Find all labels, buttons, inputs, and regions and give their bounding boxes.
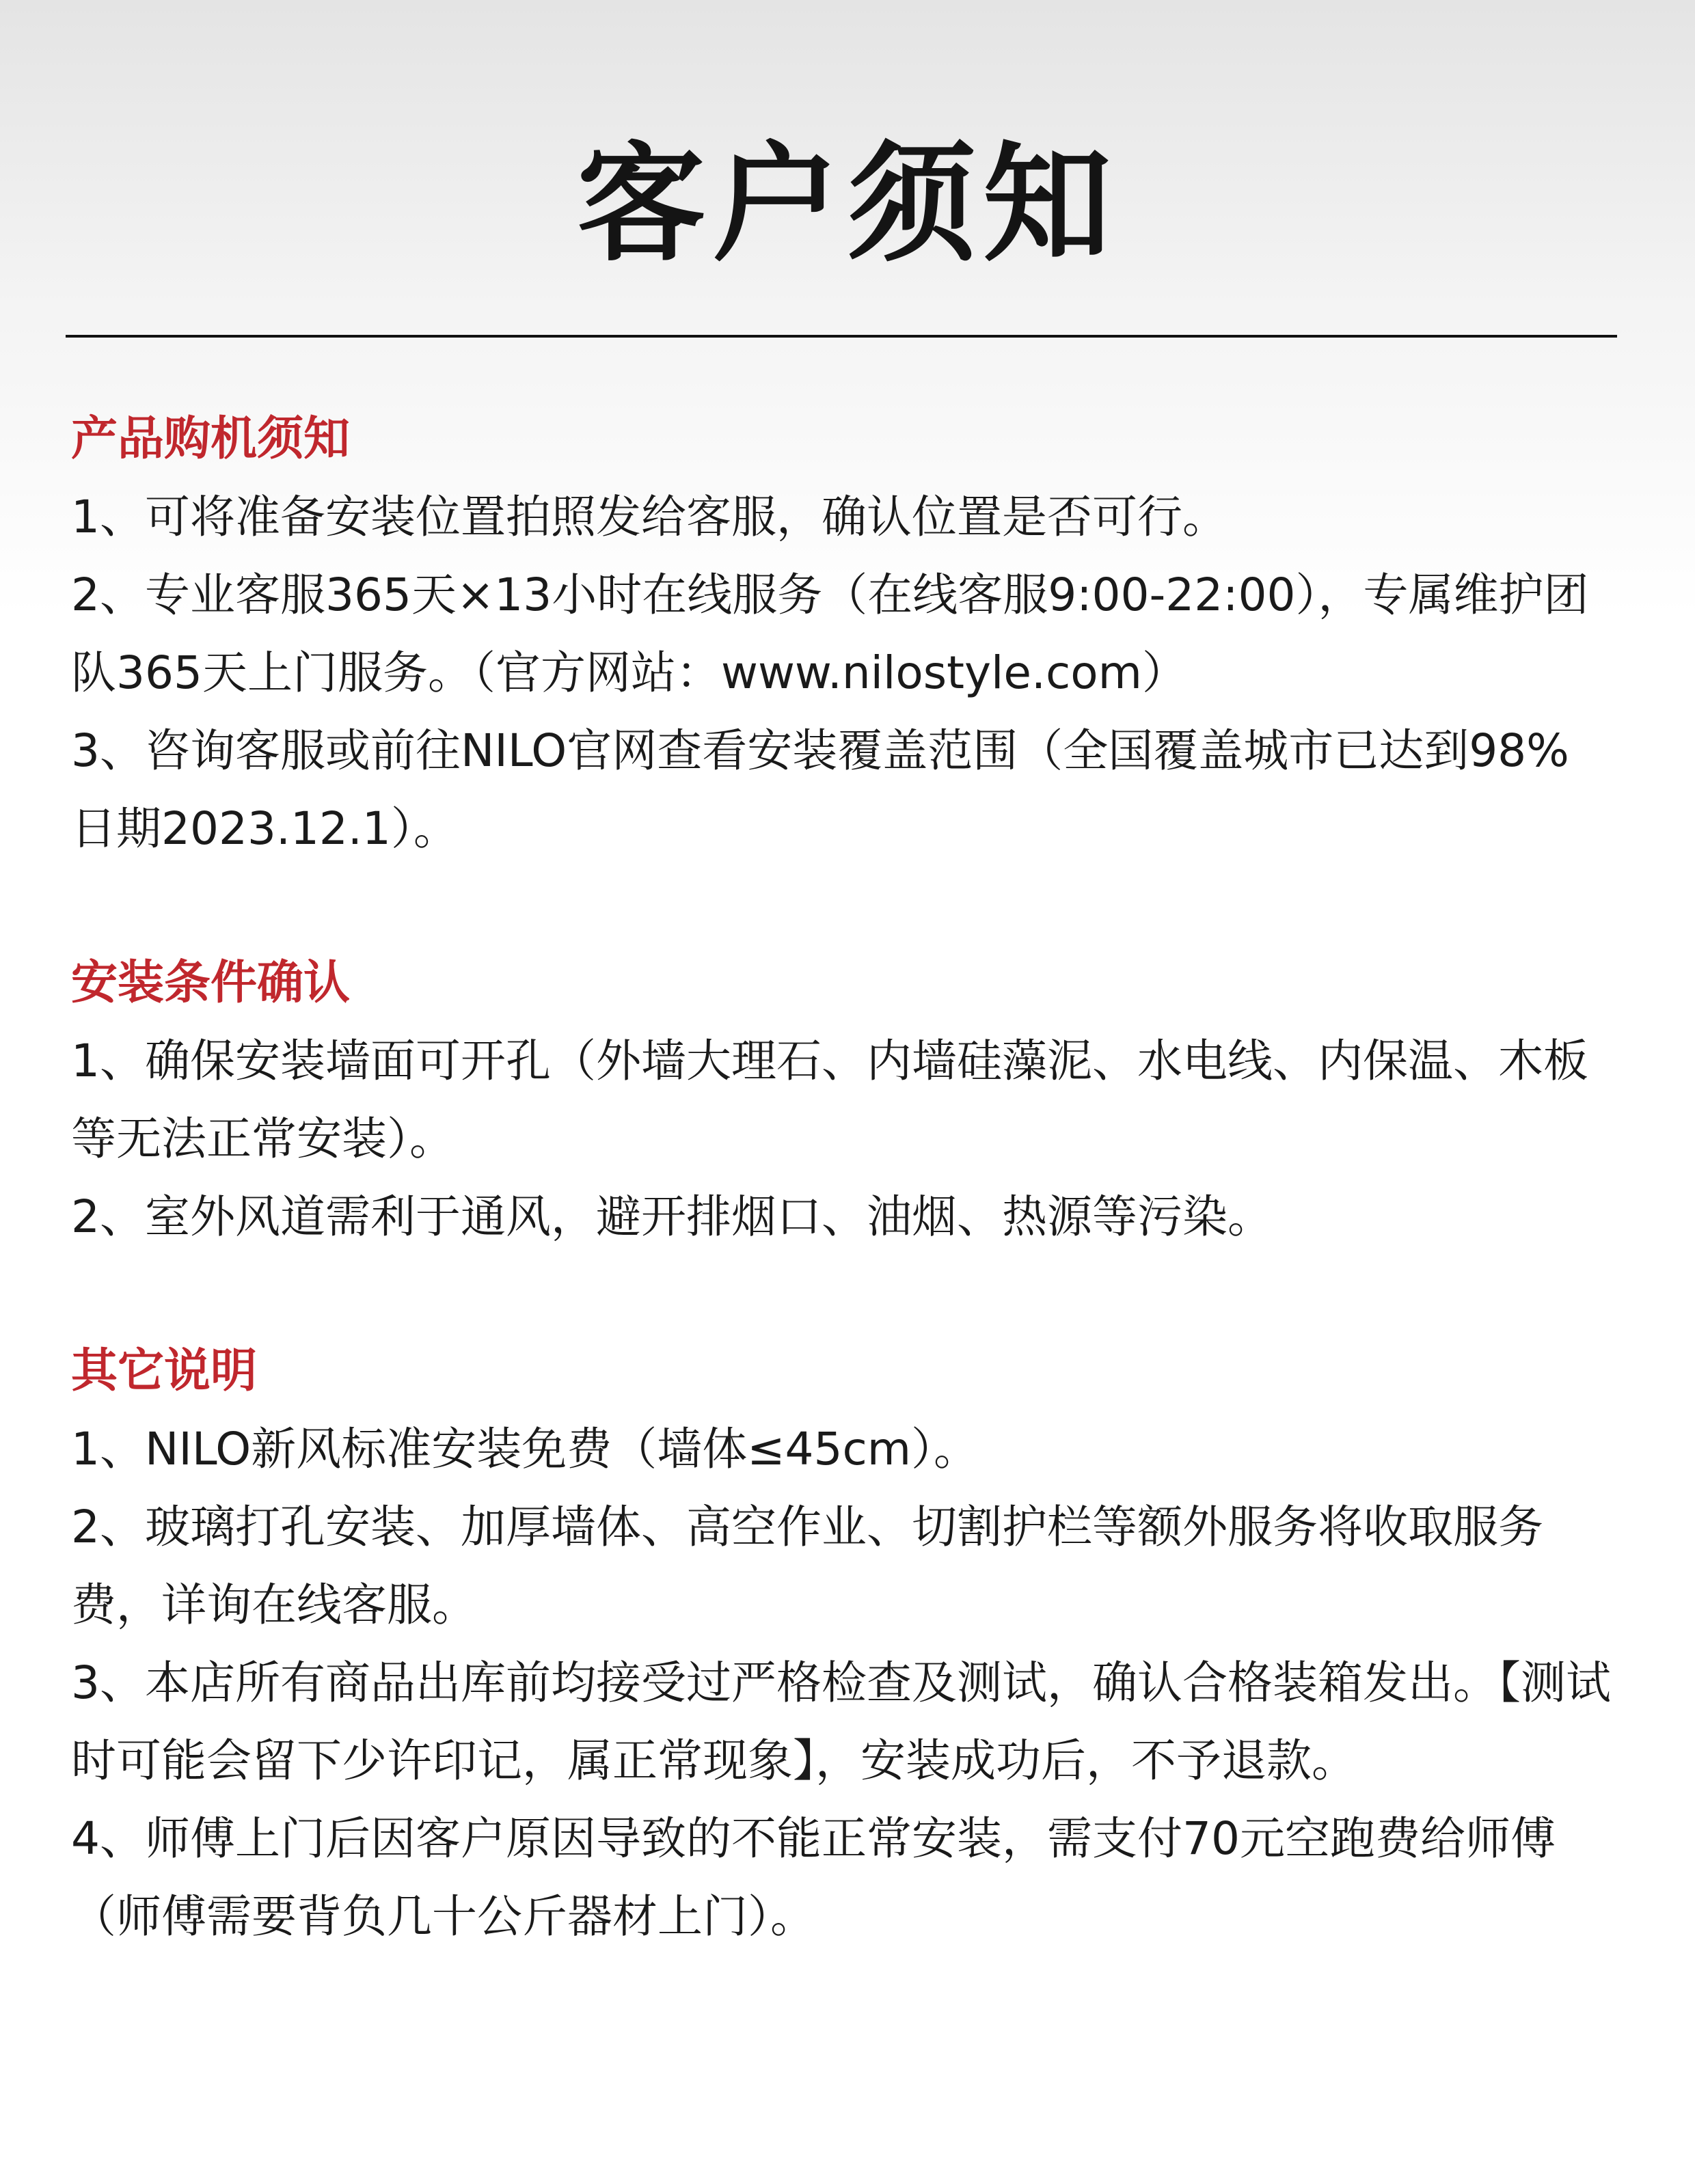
section-purchase-notice xyxy=(71,400,1623,868)
section-title-other-notes: 其它说明 xyxy=(71,1344,258,1398)
purchase-notice-item-2: 2、专业客服365天×13小时在线服务（在线客服9:00-22:00），专属维护团队365天上门服务。（官方网站：www.nilostyle.com） xyxy=(71,569,1589,699)
installation-conditions-item-2: 2、室外风道需利于通风，避开排烟口、油烟、热源等污染。 xyxy=(71,1190,1273,1243)
purchase-notice-item-1: 1、可将准备安装位置拍照发给客服，确认位置是否可行。 xyxy=(71,491,1228,543)
notice-content xyxy=(71,400,1623,1956)
other-notes-item-2: 2、玻璃打孔安装、加厚墙体、高空作业、切割护栏等额外服务将收取服务费，详询在线客服。 xyxy=(71,1501,1543,1631)
section-other-notes xyxy=(71,1333,1623,1956)
other-notes-item-1: 1、NILO新风标准安装免费（墙体≤45cm）。 xyxy=(71,1423,979,1475)
purchase-notice-item-3: 3、咨询客服或前往NILO官网查看安装覆盖范围（全国覆盖城市已达到98% 日期2023.12.1）。 xyxy=(71,724,1569,855)
section-title-purchase-notice: 产品购机须知 xyxy=(71,412,351,466)
other-notes-item-3: 3、本店所有商品出库前均接受过严格检查及测试，确认合格装箱发出。【测试时可能会留下少许印记，属正常现象】，安装成功后，不予退款。 xyxy=(71,1656,1611,1787)
other-notes-item-4: 4、师傅上门后因客户原因导致的不能正常安装，需支付70元空跑费给师傅（师傅需要背负几十公斤器材上门）。 xyxy=(71,1812,1556,1943)
installation-conditions-item-1: 1、确保安装墙面可开孔（外墙大理石、内墙硅藻泥、水电线、内保温、木板等无法正常安装）。 xyxy=(71,1035,1588,1165)
page-title: 客户须知 xyxy=(577,130,1118,279)
title-divider xyxy=(66,335,1617,338)
section-title-installation-conditions: 安装条件确认 xyxy=(71,956,351,1010)
section-installation-conditions xyxy=(71,944,1623,1256)
